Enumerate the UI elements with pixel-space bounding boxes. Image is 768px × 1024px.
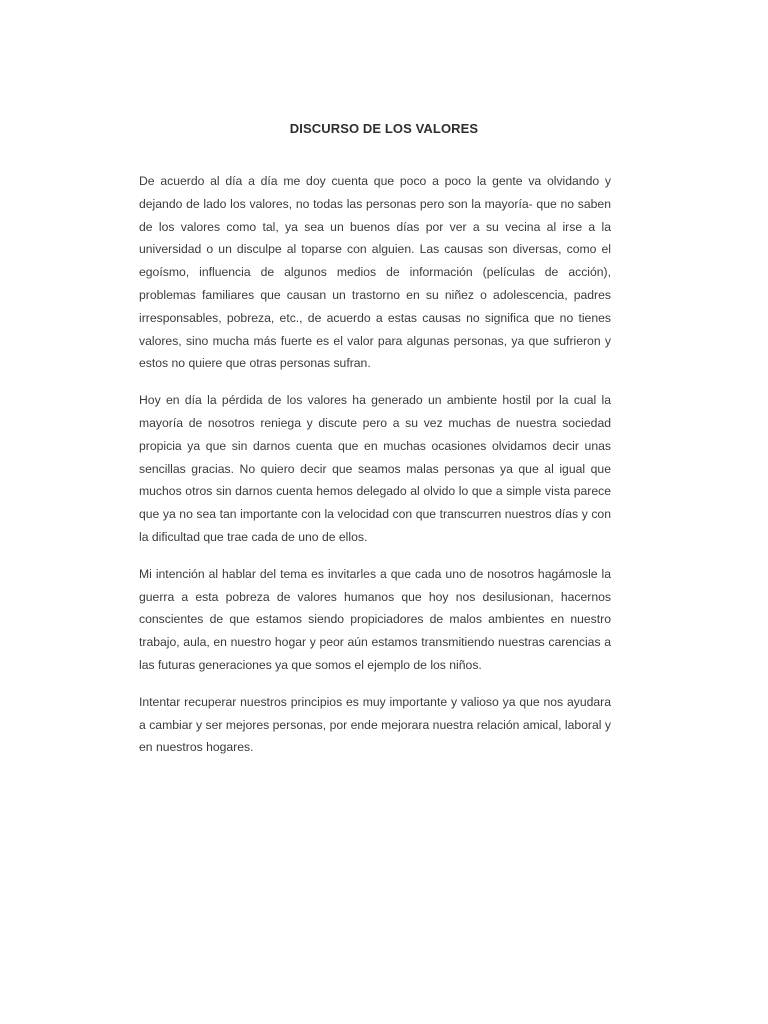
document-title: DISCURSO DE LOS VALORES bbox=[289, 121, 479, 136]
paragraph-1: De acuerdo al día a día me doy cuenta que poco a poco la gente va olvidando y dejando de lado los valores, no todas las personas pero son la mayoría- que no saben de los valores como tal, ya sea un buenos días por ver a su vecina al irse a la universidad o un disculpe al toparse con alguien. Las causas son diversas, como el egoísmo, influencia de algunos medios de información (películas de acción), problemas familiares que causan un trastorno en su niñez o adolescencia, padres irresponsables, pobreza, etc., de acuerdo a estas causas no significa que no tienes valores, sino mucha más fuerte es el valor para algunas personas, ya que sufrieron y estos no quiere que otras personas sufran. bbox=[139, 174, 611, 371]
document-body bbox=[139, 170, 611, 773]
paragraph-2: Hoy en día la pérdida de los valores ha generado un ambiente hostil por la cual la mayoría de nosotros reniega y discute pero a su vez muchas de nuestra sociedad propicia ya que sin darnos cuenta que en muchas ocasiones olvidamos decir unas sencillas gracias. No quiero decir que seamos malas personas ya que al igual que muchos otros sin darnos cuenta hemos delegado al olvido lo que a simple vista parece que ya no sea tan importante con la velocidad con que transcurren nuestros días y con la dificultad que trae cada de uno de ellos. bbox=[139, 393, 611, 544]
paragraph-4: Intentar recuperar nuestros principios es muy importante y valioso ya que nos ayudara a cambiar y ser mejores personas, por ende mejorara nuestra relación amical, laboral y en nuestros hogares. bbox=[139, 694, 611, 755]
paragraph-3: Mi intención al hablar del tema es invitarles a que cada uno de nosotros hagámosle la guerra a esta pobreza de valores humanos que hoy nos desilusionan, hacernos conscientes de que estamos siendo propiciadores de malos ambientes en nuestro trabajo, aula, en nuestro hogar y peor aún estamos transmitiendo nuestras carencias a las futuras generaciones ya que somos el ejemplo de los niños. bbox=[139, 566, 611, 672]
